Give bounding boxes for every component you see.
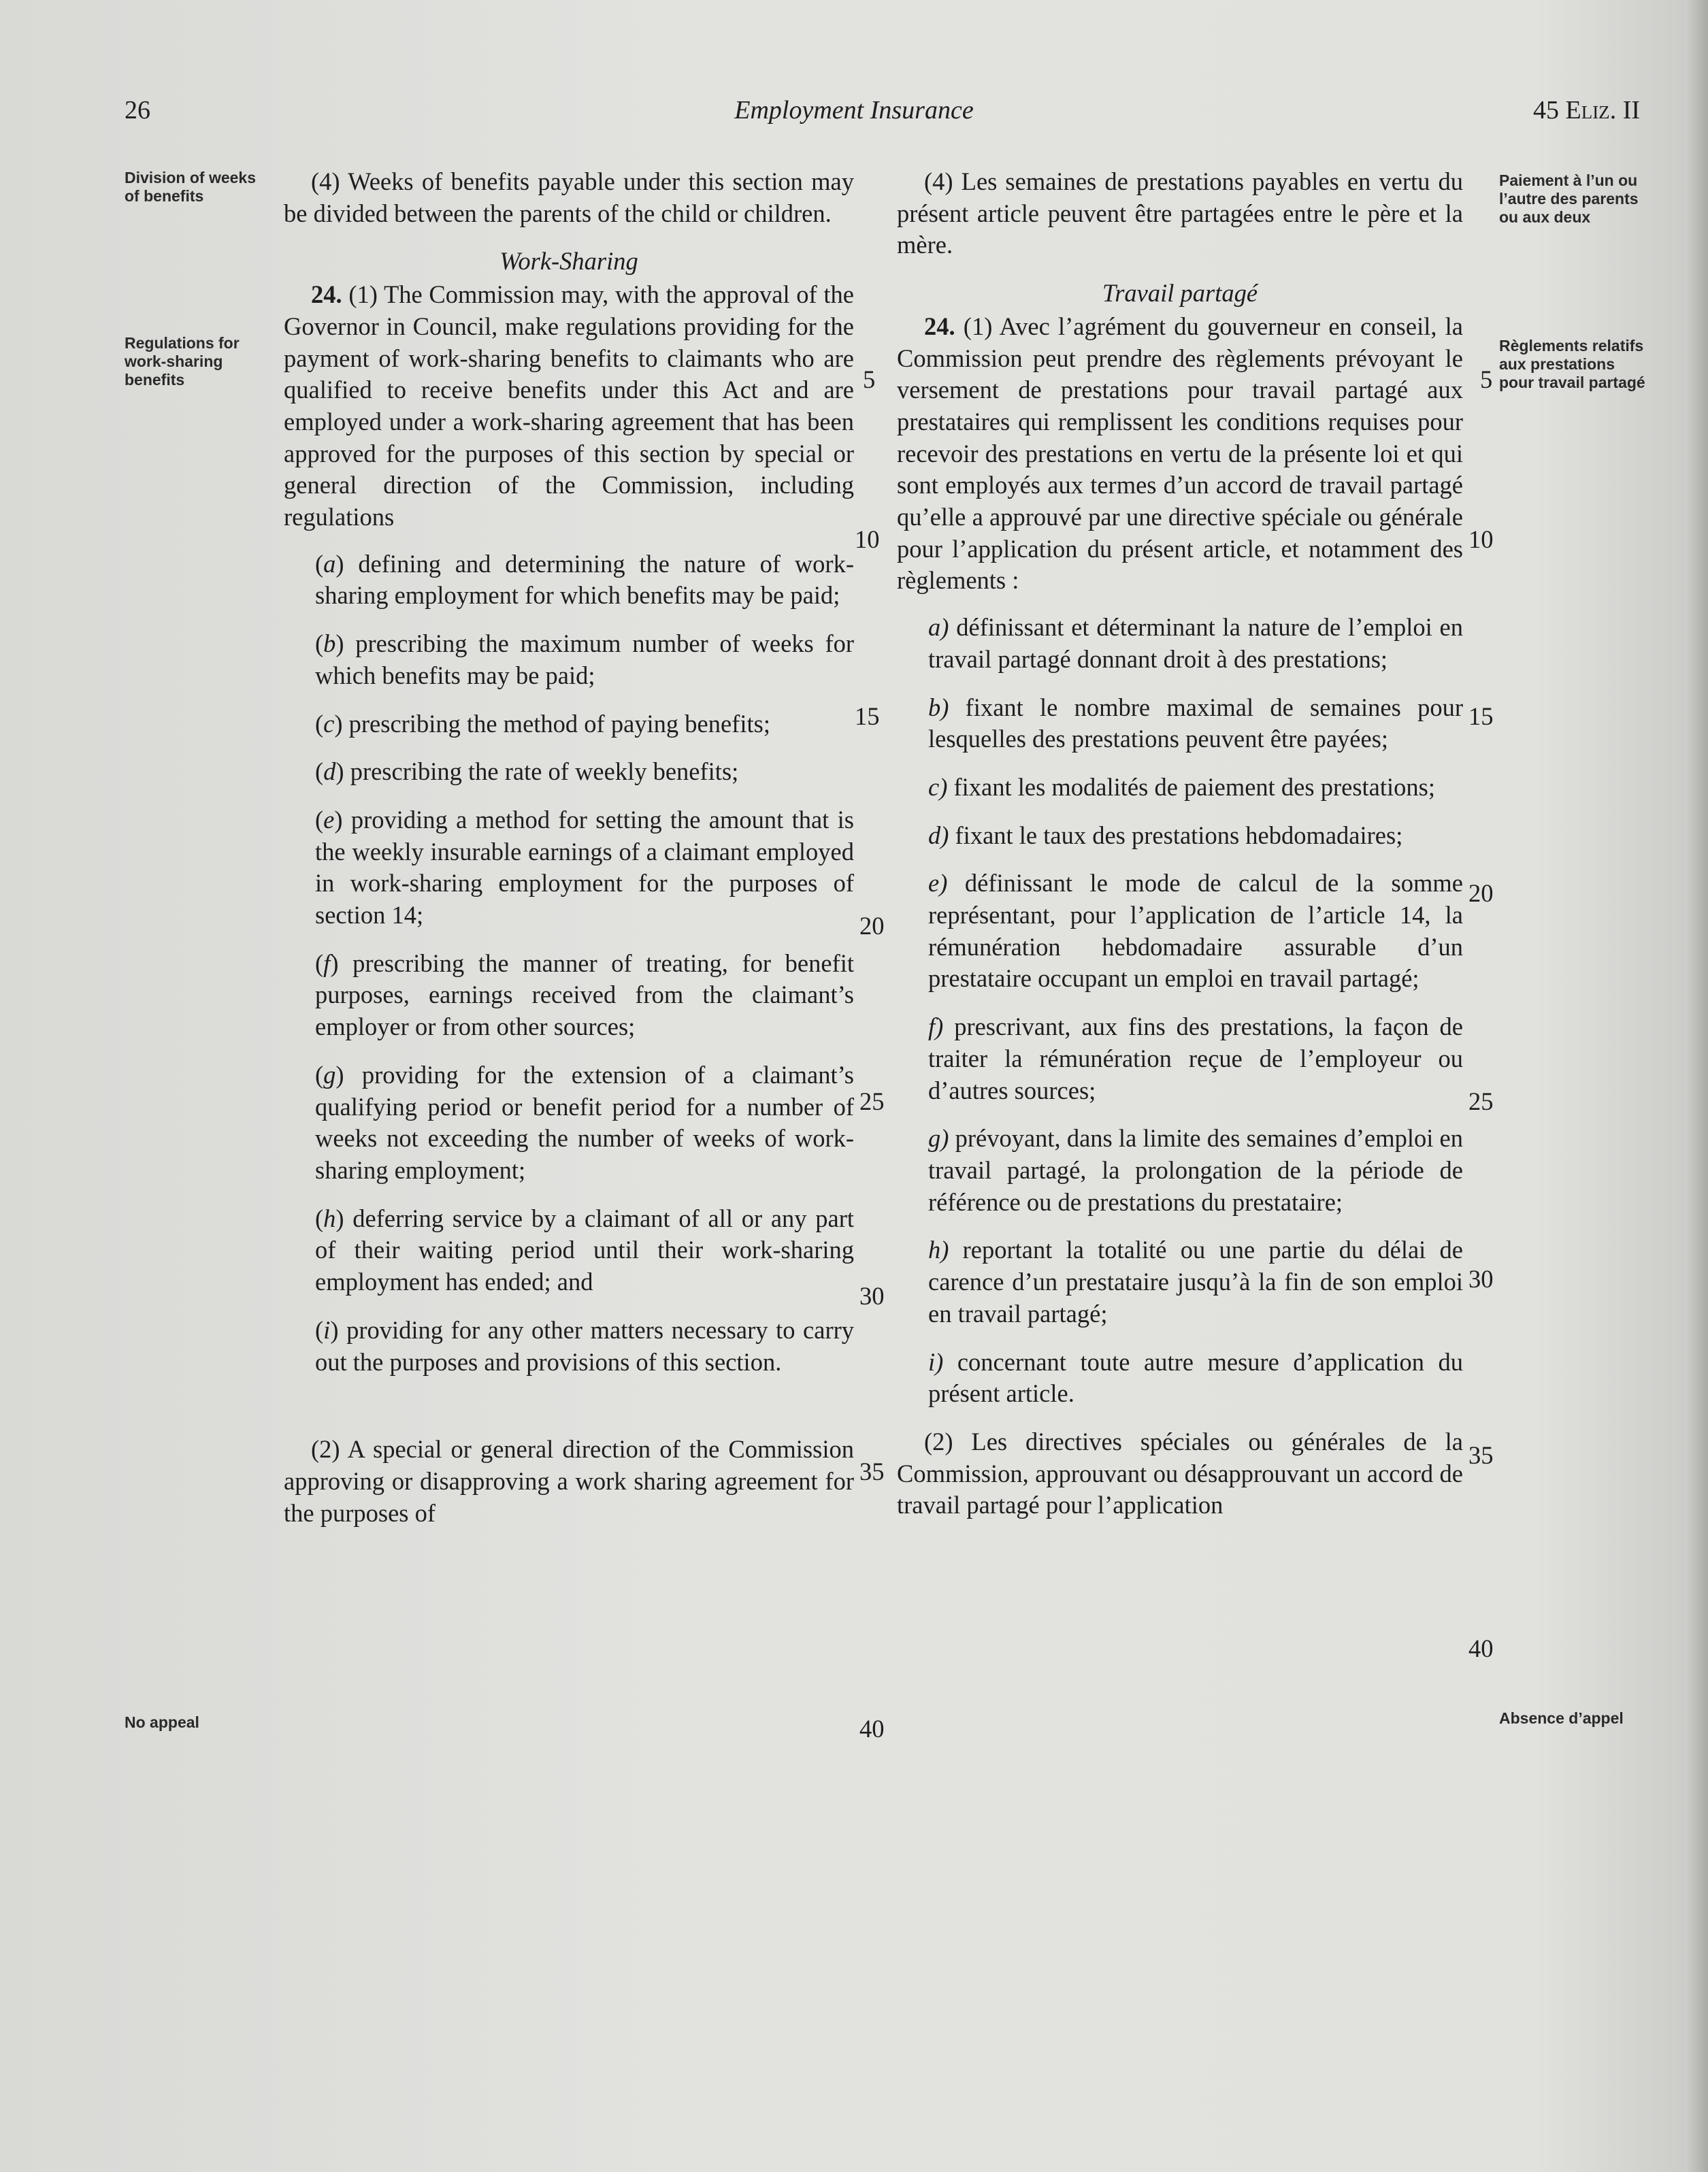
fr-item-h: h) reportant la totalité ou une partie du délai de carence d’un prestataire jusqu’à la fin de son emploi en travail partagé; [928,1236,1463,1328]
english-column [284,166,854,1529]
margin-note-no-appeal: No appeal [125,1713,199,1731]
en-item-c: (c) prescribing the method of paying benefits; [315,709,770,738]
en-line-number-35: 35 [859,1458,885,1485]
en-item-f: (f) prescribing the manner of treating, for benefit purposes, earnings received from the claimant’s employer or from other sources; [315,949,855,1041]
en-heading: Work-Sharing [499,247,638,276]
en-subsection-4: (4) Weeks of benefits payable under this section may be divided between the parents of the child or children. [284,167,854,227]
fr-line-number-40: 40 [1468,1634,1494,1662]
regnal-year-suffix: . II [1609,96,1640,125]
fr-item-c: c) fixant les modalités de paiement des prestations; [928,772,1435,801]
fr-subsection-2: (2) Les directives spéciales ou générales de la Commission, approuvant ou désapprouvant un accord de travail partagé pour l’application [897,1427,1463,1519]
margin-note-regulations: Regulations for work-sharing benefits [125,334,240,389]
fr-item-f: f) prescrivant, aux fins des prestations, la façon de traiter la rémunération reçue de l’employeur ou d’autres sources; [928,1013,1463,1104]
fr-item-i: i) concernant toute autre mesure d’application du présent article. [928,1347,1464,1408]
en-item-b: (b) prescribing the maximum number of weeks for which benefits may be paid; [315,629,855,689]
en-line-number-20: 20 [859,912,885,940]
fr-subsection-4: (4) Les semaines de prestations payables en vertu du présent article peuvent être partagées entre le père et la mère. [897,167,1463,259]
french-column [897,166,1463,1521]
fr-item-b: b) fixant le nombre maximal de semaines pour lesquelles des prestations peuvent être payées; [928,693,1463,753]
regnal-year-prefix: 45 [1532,96,1566,125]
fr-line-number-25: 25 [1468,1087,1494,1115]
fr-item-e: e) définissant le mode de calcul de la somme représentant, pour l’application de l’article 14, la rémunération hebdomadaire assurable d’un prestataire occupant un emploi en travail partagé; [928,869,1463,993]
en-line-number-30: 30 [859,1282,885,1310]
fr-line-number-20: 20 [1468,879,1494,907]
fr-line-number-15: 15 [1468,702,1494,730]
fr-line-number-5: 5 [1480,365,1493,393]
en-item-a: (a) defining and determining the nature of work-sharing employment for which benefits may be paid; [315,549,854,610]
en-section-24-text: (1) The Commission may, with the approval of the Governor in Council, make regulations providing for the payment of work-sharing benefits to claimants who are qualified to receive benefits under this Act and are employed under a work-sharing agreement that has been approved for the purposes of this section by special or general direction of the Commission, including regulations [284,280,854,531]
en-line-number-10: 10 [855,525,880,553]
page-number: 26 [125,96,150,125]
regnal-year [1533,95,1640,125]
en-item-i: (i) providing for any other matters necessary to carry out the purposes and provisions of this section. [315,1315,855,1376]
fr-section-24-text: (1) Avec l’agrément du gouverneur en conseil, la Commission peut prendre des règlements prévoyant le versement de prestations pour travail partagé aux prestataires qui remplissent les conditions requises pour recevoir des prestations en vertu de la présente loi et qui sont employés aux termes d’un accord de travail partagé qu’elle a approuvé par une directive spéciale ou générale pour l’application du présent article, et notamment des règlements : [897,312,1463,595]
en-line-number-5: 5 [863,365,876,393]
fr-section-24 [897,311,1463,597]
margin-note-fr-no-appeal: Absence d’appel [1499,1709,1624,1727]
fr-section-number: 24. [924,312,955,340]
en-subsection-2: (2) A special or general direction of the Commission approving or disapproving a work sharing agreement for the purposes of [284,1435,854,1527]
en-item-g: (g) providing for the extension of a claimant’s qualifying period or benefit period for a number of weeks not exceeding the number of weeks of work-sharing employment; [315,1060,854,1184]
fr-item-a: a) définissant et déterminant la nature de l’emploi en travail partagé donnant droit à des prestations; [928,613,1464,673]
fr-line-number-10: 10 [1468,525,1494,553]
margin-note-fr-division: Paiement à l’un ou l’autre des parents ou aux deux [1499,171,1639,226]
en-item-h: (h) deferring service by a claimant of all or any part of their waiting period until their work-sharing employment has ended; and [315,1204,855,1296]
margin-note-division: Division of weeks of benefits [125,169,257,205]
fr-item-g: g) prévoyant, dans la limite des semaines d’emploi en travail partagé, la prolongation de la période de référence ou de prestations du prestataire; [928,1124,1463,1216]
en-line-number-15: 15 [855,702,880,730]
page-edge-shadow [1685,0,1708,2172]
margin-note-fr-regulations: Règlements relatifs aux prestations pour travail partagé [1499,337,1645,391]
en-line-number-40: 40 [859,1715,885,1743]
en-section-24 [284,279,854,533]
fr-heading: Travail partagé [1102,279,1258,308]
en-item-e: (e) providing a method for setting the amount that is the weekly insurable earnings of a claimant employed in work-sharing employment for the purposes of section 14; [315,805,854,929]
en-line-number-25: 25 [859,1087,885,1115]
fr-item-d: d) fixant le taux des prestations hebdomadaires; [928,821,1403,849]
en-section-number: 24. [311,280,342,309]
fr-line-number-30: 30 [1468,1265,1494,1293]
running-title: Employment Insurance [734,96,974,125]
regnal-year-monarch: Eliz [1565,96,1610,125]
en-item-d: (d) prescribing the rate of weekly benefits; [315,757,739,786]
fr-line-number-35: 35 [1468,1441,1494,1469]
